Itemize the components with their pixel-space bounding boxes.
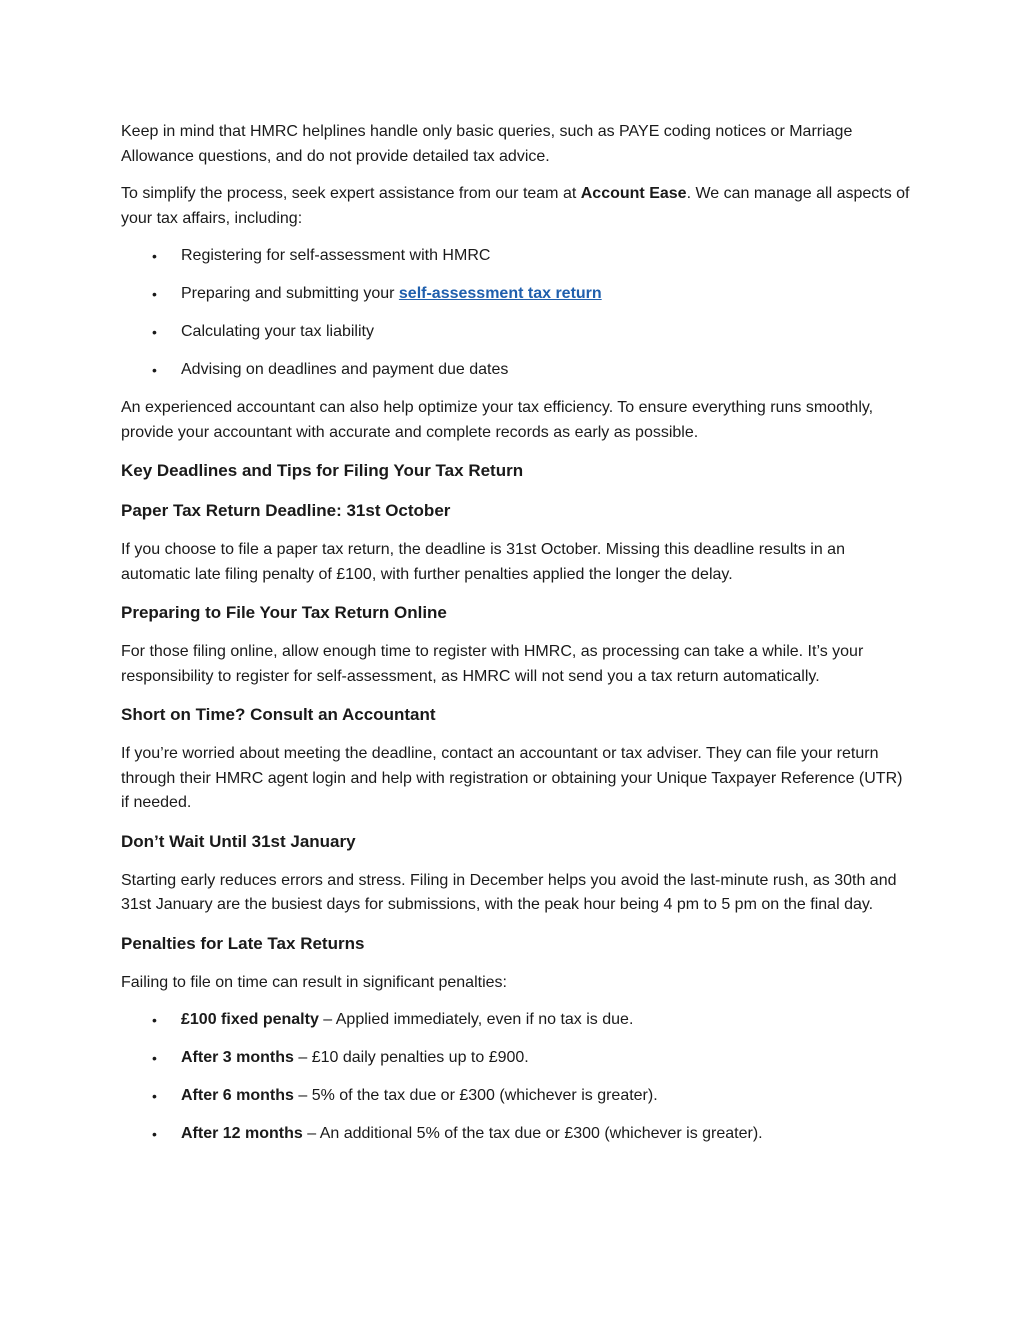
accountant-paragraph: An experienced accountant can also help optimize your tax efficiency. To ensure everything runs smoothly, provide your accountant with accurate and complete records as early as possible. (121, 399, 874, 441)
penalties-intro: Failing to file on time can result in significant penalties: (121, 973, 507, 991)
list-item (121, 244, 911, 269)
bullet-icon: • (152, 248, 157, 264)
penalty-label: After 3 months (181, 1049, 294, 1066)
online-paragraph: For those filing online, allow enough time to register with HMRC, as processing can take a while. It’s your responsibility to register for self-assessment, as HMRC will not send you a tax return automatically. (121, 643, 864, 685)
section-heading-short-on-time: Short on Time? Consult an Accountant (121, 705, 436, 724)
penalty-label: After 12 months (181, 1125, 303, 1142)
self-assessment-link[interactable]: self-assessment tax return (398, 285, 602, 302)
paragraph-text: To simplify the process, seek expert assistance from our team at (121, 185, 581, 202)
bullet-icon: • (152, 1012, 157, 1028)
bullet-icon: • (152, 1088, 157, 1104)
bullet-icon: • (152, 1126, 157, 1142)
section-heading-key-deadlines: Key Deadlines and Tips for Filing Your Tax Return (121, 461, 524, 480)
document-page (121, 120, 911, 1160)
bullet-icon: • (152, 286, 157, 302)
list-item (121, 358, 911, 383)
brand-name: Account Ease (580, 185, 687, 202)
penalty-text: – 5% of the tax due or £300 (whichever is greater). (293, 1087, 658, 1104)
bullet-icon: • (152, 324, 157, 340)
penalty-label: After 6 months (181, 1087, 294, 1104)
list-item (121, 282, 911, 307)
list-item-text: Registering for self-assessment with HMRC (181, 247, 491, 264)
bullet-icon: • (152, 1050, 157, 1066)
section-heading-paper: Paper Tax Return Deadline: 31st October (121, 501, 451, 520)
bullet-icon: • (152, 362, 157, 378)
list-item (121, 1008, 911, 1033)
penalty-text: – Applied immediately, even if no tax is due. (318, 1011, 634, 1028)
account-ease-paragraph (121, 182, 911, 231)
services-list (121, 244, 911, 383)
list-item (121, 1122, 911, 1147)
paragraph-text: . We can manage all aspects of your tax affairs, including: (121, 185, 910, 227)
short-on-time-paragraph: If you’re worried about meeting the deadline, contact an accountant or tax adviser. They can file your return through their HMRC agent login and help with registration or obtaining your Unique Taxpayer Reference (UTR) if needed. (121, 745, 903, 811)
list-item-text: Advising on deadlines and payment due dates (181, 361, 509, 378)
list-item (121, 1046, 911, 1071)
section-heading-dont-wait: Don’t Wait Until 31st January (121, 831, 356, 851)
helpline-paragraph: Keep in mind that HMRC helplines handle only basic queries, such as PAYE coding notices or Marriage Allowance questions, and do not provide detailed tax advice. (121, 123, 853, 165)
penalties-list (121, 1008, 911, 1147)
list-item-text: Calculating your tax liability (181, 323, 374, 340)
dont-wait-paragraph: Starting early reduces errors and stress. Filing in December helps you avoid the last-minute rush, as 30th and 31st January are the busiest days for submissions, with the peak hour being 4 pm to 5 pm on the final day. (121, 871, 897, 913)
paper-paragraph: If you choose to file a paper tax return, the deadline is 31st October. Missing this deadline results in an automatic late filing penalty of £100, with further penalties applied the longer the delay. (121, 541, 845, 583)
list-item (121, 1084, 911, 1109)
penalty-text: – An additional 5% of the tax due or £300 (whichever is greater). (302, 1125, 763, 1142)
list-item-text: Preparing and submitting your (181, 285, 399, 302)
section-heading-online: Preparing to File Your Tax Return Online (121, 603, 447, 622)
penalty-text: – £10 daily penalties up to £900. (293, 1049, 529, 1066)
penalty-label: £100 fixed penalty (181, 1011, 319, 1028)
list-item (121, 320, 911, 345)
section-heading-penalties: Penalties for Late Tax Returns (121, 933, 365, 953)
